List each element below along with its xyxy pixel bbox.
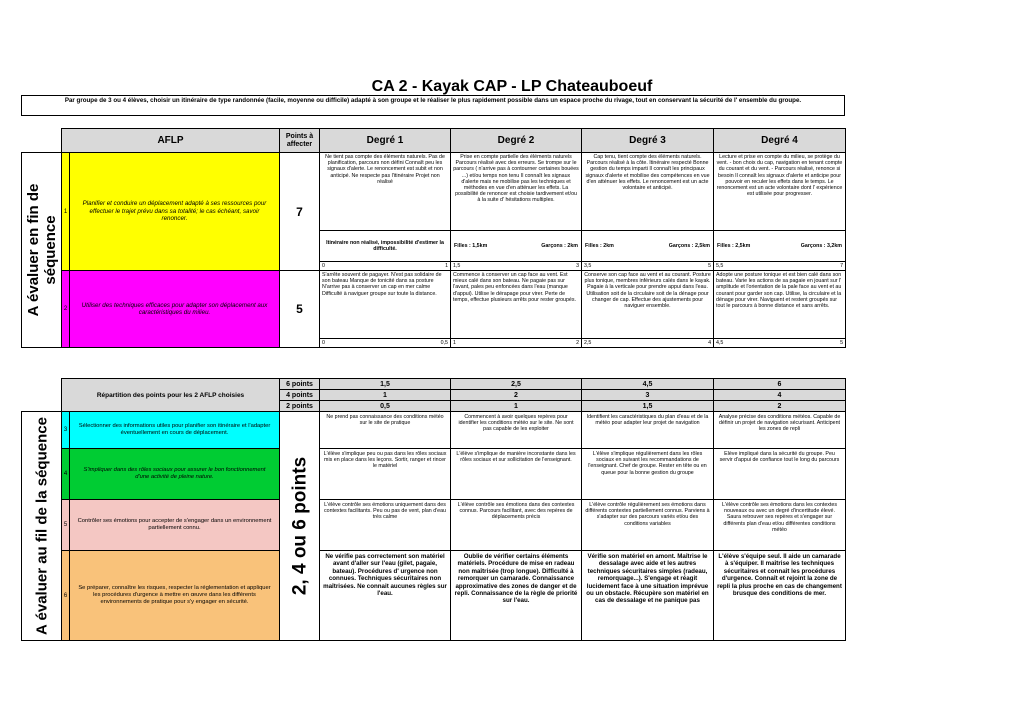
- scale-degre-1: [320, 262, 451, 271]
- scale-max: 3: [576, 263, 580, 269]
- scale-degre-2: [451, 262, 582, 271]
- degre-3-cell: L'élève s'implique régulièrement dans les rôles sociaux en suivant les recommandations de l'enseignant. Chef de groupe. Rester en tête ou en queue pour la bonne gestion du groupe: [582, 449, 714, 500]
- points-label: 2 points: [280, 401, 320, 412]
- blank-corner: [22, 379, 62, 412]
- aflp-description: Planifier et conduire un déplacement adapté à ses ressources pour effectuer le trajet prévu dans sa totalité; le cas échéant, savoir renoncer.: [70, 153, 280, 271]
- degre-1-cell: L'élève s'implique peu ou pas dans les rôles sociaux mis en place dans les leçons. Sortir, ranger et rincer le matériel: [320, 449, 451, 500]
- header-degre-3: Degré 3: [582, 129, 714, 153]
- degre-4-cell: L'élève contrôle ses émotions dans les contextes nouveaux ou avec un degré d'incertitude élevé. Saura retrouver ses repères et s'engager sur différents plan d'eau et/ou différentes conditions météo: [714, 500, 846, 551]
- scale-max: 1: [445, 263, 449, 269]
- aflp-description: Sélectionner des informations utiles pour planifier son itinéraire et l'adapter éventuellement en cours de déplacement.: [70, 412, 280, 449]
- criteria-degre-3: [582, 231, 714, 262]
- scale-degre-2: [451, 339, 582, 348]
- header-degre-1: Degré 1: [320, 129, 451, 153]
- criteria-degre-4: [714, 231, 846, 262]
- degre-1-cell: L'élève contrôle ses émotions uniquement dans des contextes facilitants. Peu ou pas de vent, plan d'eau très calme: [320, 500, 451, 551]
- aflp-description: S'impliquer dans des rôles sociaux pour assurer le bon fonctionnement d'une activité de pleine nature.: [70, 449, 280, 500]
- degre-2-cell: L'élève s'implique de manière inconstante dans les rôles sociaux et sur sollicitation de l'enseignant.: [451, 449, 582, 500]
- degre-2-cell: Commence à conserver un cap face au vent. Est mieux calé dans son bateau. Ne pagaie pas sur l'avant, pales peu enfoncées dans l'eau (manque d'appui). Utilise le dérapage pour virer. Perte de temps, effectue plusieurs arrêts pour rester groupés.: [451, 271, 582, 339]
- scale-max: 5: [708, 263, 712, 269]
- aflp-number: 5: [62, 500, 70, 551]
- blank-corner: [22, 129, 62, 153]
- header-degre-2: Degré 2: [451, 129, 582, 153]
- points-value: 3: [582, 390, 714, 401]
- points-value: 7: [280, 153, 320, 271]
- degre-2-cell: Commencent à avoir quelques repères pour identifier les conditions météo sur le site. Ne sont pas capable de les exploiter: [451, 412, 582, 449]
- scale-min: 1: [453, 340, 456, 346]
- aflp-description: Se préparer, connaître les risques, respecter la réglementation et appliquer les procédures d'urgence à mettre en œuvre dans les différents environnements de pratique pour s'y engager en sécurité.: [70, 551, 280, 641]
- scale-min: 0: [322, 340, 325, 346]
- scale-degre-4: [714, 262, 846, 271]
- aflp-number: 6: [62, 551, 70, 641]
- criteria-degre-2: [451, 231, 582, 262]
- scale-min: 5,5: [716, 263, 724, 269]
- scale-degre-3: [582, 339, 714, 348]
- degre-3-cell: Identifient les caractéristiques du plan d'eau et de la météo pour adapter leur projet de navigation: [582, 412, 714, 449]
- points-value: 2: [714, 401, 846, 412]
- scale-min: 4,5: [716, 340, 724, 346]
- degre-3-cell: Conserve son cap face au vent et au courant. Posture plus tonique, membres inférieurs calés dans le kayak. Pagaie à la verticale pour prendre appui dans l'eau. Utilisation soit de la circulaire soit de la dénage pour changer de cap. Effectue des ajustements pour naviguer ensemble.: [582, 271, 714, 339]
- criteria-boys: Garçons : 2,5km: [668, 243, 711, 249]
- scale-max: 0,5: [440, 340, 449, 346]
- scale-max: 2: [576, 340, 580, 346]
- scale-min: 2,5: [584, 340, 592, 346]
- points-value: 0,5: [320, 401, 451, 412]
- degre-4-cell: Adopte une posture tonique et est bien calé dans son bateau. Varie les actions de sa pagaie en jouant sur l' amplitude et l'orientation de la pale face au vent et au courant pour garder son cap. Utilise, la circulaire et la dénage pour virer. Naviguent et restent groupés sur tout le parcours à bonne distance et sans arrêts.: [714, 271, 846, 339]
- degre-2-cell: Oublie de vérifier certains éléments matériels. Procédure de mise en radeau non maîtrisée (trop longue). Difficulté à remorquer un camarade. Connaissance approximative des zones de danger et de repli. Connaissance de la règle de priorité sur l'eau.: [451, 551, 582, 641]
- scale-min: 3,5: [584, 263, 592, 269]
- evaluation-table-end: [21, 128, 846, 348]
- degre-2-cell: Prise en compte partielle des éléments naturels Parcours réalisé avec des erreurs. Se trompe sur le parcours ( n'arrive pas à contourner certaines bouées ...) et/ou temps non tenu Il connaît les signaux d'alerte mais ne mobilise pas les techniques et méthodes en vue d'en atténuer les effets. La possibilité de renoncer est choisie tardivement et/ou à la suite d' hésitations multiples.: [451, 153, 582, 231]
- degre-4-cell: Elève impliqué dans la sécurité du groupe. Peu servir d'appui de confiance tout le long du parcours: [714, 449, 846, 500]
- header-aflp: AFLP: [62, 129, 280, 153]
- points-value: 5: [280, 271, 320, 348]
- aflp-number: 3: [62, 412, 70, 449]
- aflp-number: 2: [62, 271, 70, 348]
- degre-1-cell: Ne prend pas connaissance des conditions météo sur le site de pratique: [320, 412, 451, 449]
- degre-3-cell: L'élève contrôle régulièrement ses émotions dans différents contextes partiellement connus. Parviens à s'adapter sur des parcours variés et/ou des conditions variables: [582, 500, 714, 551]
- points-value: 1: [451, 401, 582, 412]
- points-value: 1: [320, 390, 451, 401]
- points-value: 4,5: [582, 379, 714, 390]
- criteria-degre-1: Itinéraire non réalisé, impossibilité d'estimer la difficulté.: [320, 231, 451, 262]
- points-value: 2,5: [451, 379, 582, 390]
- criteria-girls: Filles : 1,5km: [454, 243, 488, 249]
- points-value: 1,5: [320, 379, 451, 390]
- scale-degre-1: [320, 339, 451, 348]
- intro-box: Par groupe de 3 ou 4 élèves, choisir un itinéraire de type randonnée (facile, moyenne ou difficile) adapté à son groupe et le réaliser le plus rapidement possible dans un espace proche du rivage, tout en conservant la sécurité de l' ensemble du groupe.: [21, 95, 845, 116]
- points-value: 6: [714, 379, 846, 390]
- degre-1-cell: Ne vérifie pas correctement son matériel avant d'aller sur l'eau (gilet, pagaie, bateau). Procédures d' urgence non connues. Techniques sécuritaires non maîtrisées. Ne connait aucunes règles sur l'eau.: [320, 551, 451, 641]
- criteria-girls: Filles : 2km: [585, 243, 614, 249]
- scale-max: 5: [840, 340, 844, 346]
- criteria-boys: Garçons : 2km: [541, 243, 579, 249]
- aflp-number: 1: [62, 153, 70, 271]
- scale-max: 4: [708, 340, 712, 346]
- degre-4-cell: Analyse précise des conditions météos. Capable de définir un projet de navigation sécurisant. Anticipent les zones de repli: [714, 412, 846, 449]
- degre-4-cell: Lecture et prise en compte du milieu, se protège du vent. - bon choix du cap, navigation en tenant compte du courant et du vent. - Parcours réalisé, renonce si besoin Il connaît les signaux d'alerte et anticipe pour pouvoir en reculer les effets dans le temps. Le renoncement est un acte volontaire dont l' expérience est utilisée pour progresser.: [714, 153, 846, 231]
- big-points-cell: [280, 412, 320, 641]
- scale-min: 0: [322, 263, 325, 269]
- aflp-description: Contrôler ses émotions pour accepter de s'engager dans un environnement partiellement connu.: [70, 500, 280, 551]
- aflp-description: Utiliser des techniques efficaces pour adapter son déplacement aux caractéristiques du milieu.: [70, 271, 280, 348]
- evaluation-table-continuous: [21, 378, 846, 641]
- degre-2-cell: L'élève contrôle ses émotions dans des contextes connus. Parcours facilitant, avec des repères de déplacements précis: [451, 500, 582, 551]
- scale-min: 1,5: [453, 263, 461, 269]
- header-points: Points à affecter: [280, 129, 320, 153]
- criteria-boys: Garçons : 3,2km: [800, 243, 843, 249]
- distribution-header: Répartition des points pour les 2 AFLP choisies: [62, 379, 280, 412]
- points-label: 6 points: [280, 379, 320, 390]
- degre-3-cell: Vérifie son matériel en amont. Maîtrise le dessalage avec aide et les autres techniques sécuritaires simples (radeau, remorquage...). S'engage et réagit lucidement face à une situation imprévue ou un obstacle. Récupère son matériel en cas de dessalage et ne panique pas: [582, 551, 714, 641]
- scale-degre-4: [714, 339, 846, 348]
- degre-1-cell: Ne tient pas compte des éléments naturels. Pas de planification, parcours non défini Connaît peu les signaux d'alerte. Le renoncement est subit et non anticipé. Ne respecte pas l'itinéraire Projet non réalisé: [320, 153, 451, 231]
- side-label-continuous-text: A évaluer au fil de la séquence: [33, 417, 50, 635]
- aflp-number: 4: [62, 449, 70, 500]
- scale-degre-3: [582, 262, 714, 271]
- scale-max: 7: [840, 263, 844, 269]
- side-label-end-text: A évaluer en fin de séquence: [24, 183, 59, 317]
- degre-3-cell: Cap tenu, tient compte des éléments naturels. Parcours réalisé à la côte. Itinéraire respecté Bonne gestion du temps imparti Il connaît les principaux signaux d'alerte et mobilise des compétences en vue d'en atténuer les effets. Le renoncement est un acte volontaire et anticipé.: [582, 153, 714, 231]
- points-value: 4: [714, 390, 846, 401]
- degre-4-cell: L'élève s'équipe seul. Il aide un camarade à s'équiper. Il maîtrise les techniques sécuritaires et connaît les procédures d'urgence. Connaît et rejoint la zone de repli la plus proche en cas de changement brusque des conditions de mer.: [714, 551, 846, 641]
- page-title: CA 2 - Kayak CAP - LP Chateauboeuf: [371, 78, 653, 95]
- header-degre-4: Degré 4: [714, 129, 846, 153]
- points-label: 4 points: [280, 390, 320, 401]
- side-label-end: [22, 153, 62, 348]
- big-points-text: 2, 4 ou 6 points: [289, 456, 310, 596]
- points-value: 2: [451, 390, 582, 401]
- side-label-continuous: [22, 412, 62, 641]
- criteria-girls: Filles : 2,5km: [717, 243, 751, 249]
- degre-1-cell: S'arrête souvent de pagayer. N'est pas solidaire de son bateau Manque de tonicité dans sa posture N'arrive pas à conserver un cap en mer calme Difficulté à naviguer groupe sur toute la distance.: [320, 271, 451, 339]
- points-value: 1,5: [582, 401, 714, 412]
